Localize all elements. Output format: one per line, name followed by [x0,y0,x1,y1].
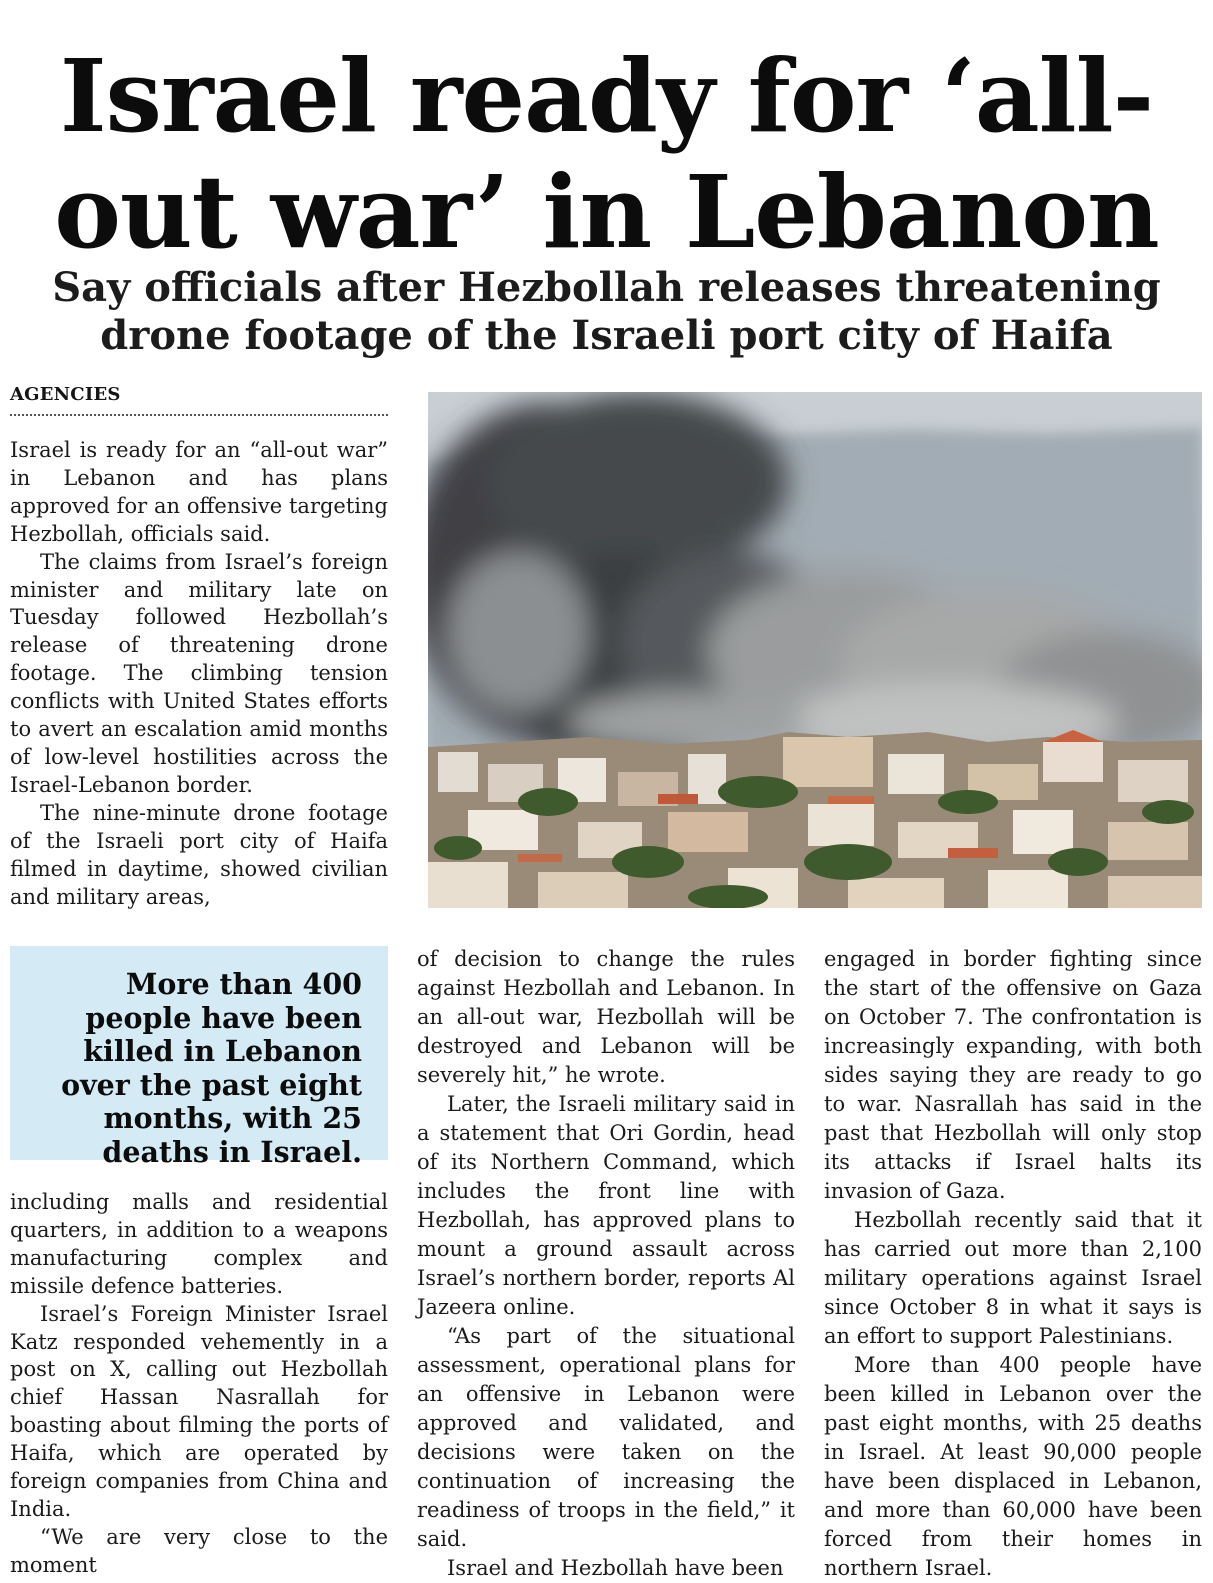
paragraph: including malls and residential quarters, in addition to a weapons manufacturing complex and missile defence batteries. [10,1190,388,1298]
pull-quote [10,946,388,1169]
headline: Israel ready for ‘all-out war’ in Lebanon [54,37,1159,271]
byline: AGENCIES [10,384,388,416]
smoke-over-village-photo [428,392,1202,908]
article-column-3 [824,945,1202,1583]
paragraph: Hezbollah recently said that it has carried out more than 2,100 military operations against Israel since October 8 in what it says is an effort to support Palestinians. [824,1208,1202,1348]
paragraph: Israel and Hezbollah have been [447,1556,784,1580]
paragraph: Later, the Israeli military said in a statement that Ori Gordin, head of its Northern Command, which includes the front line with Hezbollah, has approved plans to mount a ground assault across Israel’s northern border, reports Al Jazeera online. [417,1092,795,1319]
paragraph: “As part of the situational assessment, operational plans for an offensive in Lebanon were approved and validated, and decisions were taken on the continuation of increasing the readiness of troops in the field,” it said. [417,1324,795,1551]
paragraph: The claims from Israel’s foreign minister and military late on Tuesday followed Hezbollah’s release of threatening drone footage. The climbing tension conflicts with United States efforts to avert an escalation amid months of low-level hostilities across the Israel-Lebanon border. [10,549,388,797]
article-column-1-bottom [10,1189,388,1580]
subheadline: Say officials after Hezbollah releases threatening drone footage of the Israeli port city of Haifa [52,264,1161,359]
paragraph: The nine-minute drone footage of the Israeli port city of Haifa filmed in daytime, showed civilian and military areas, [10,800,388,909]
paragraph: engaged in border fighting since the start of the offensive on Gaza on October 7. The confrontation is increasingly expanding, with both sides saying they are ready to go to war. Nasrallah has said in the past that Hezbollah will only stop its attacks if Israel halts its invasion of Gaza. [824,947,1202,1203]
paragraph: More than 400 people have been killed in Lebanon over the past eight months, with 25 deaths in Israel. At least 90,000 people have been displaced in Lebanon, and more than 60,000 have been forced from their homes in northern Israel. [824,1353,1202,1580]
article-column-1-top [10,437,388,911]
article-column-2 [417,945,795,1583]
paragraph: “We are very close to the moment [10,1524,388,1577]
paragraph: of decision to change the rules against Hezbollah and Lebanon. In an all-out war, Hezbollah will be destroyed and Lebanon will be severely hit,” he wrote. [417,947,795,1087]
paragraph: Israel’s Foreign Minister Israel Katz responded vehemently in a post on X, calling out Hezbollah chief Hassan Nasrallah for boasting about filming the ports of Haifa, which are operated by foreign companies from China and India. [10,1301,388,1521]
paragraph: Israel is ready for an “all-out war” in Lebanon and has plans approved for an offensive targeting Hezbollah, officials said. [10,438,388,546]
pull-quote-text: More than 400 people have been killed in Lebanon over the past eight months, with 25 deaths in Israel. [61,967,362,1169]
